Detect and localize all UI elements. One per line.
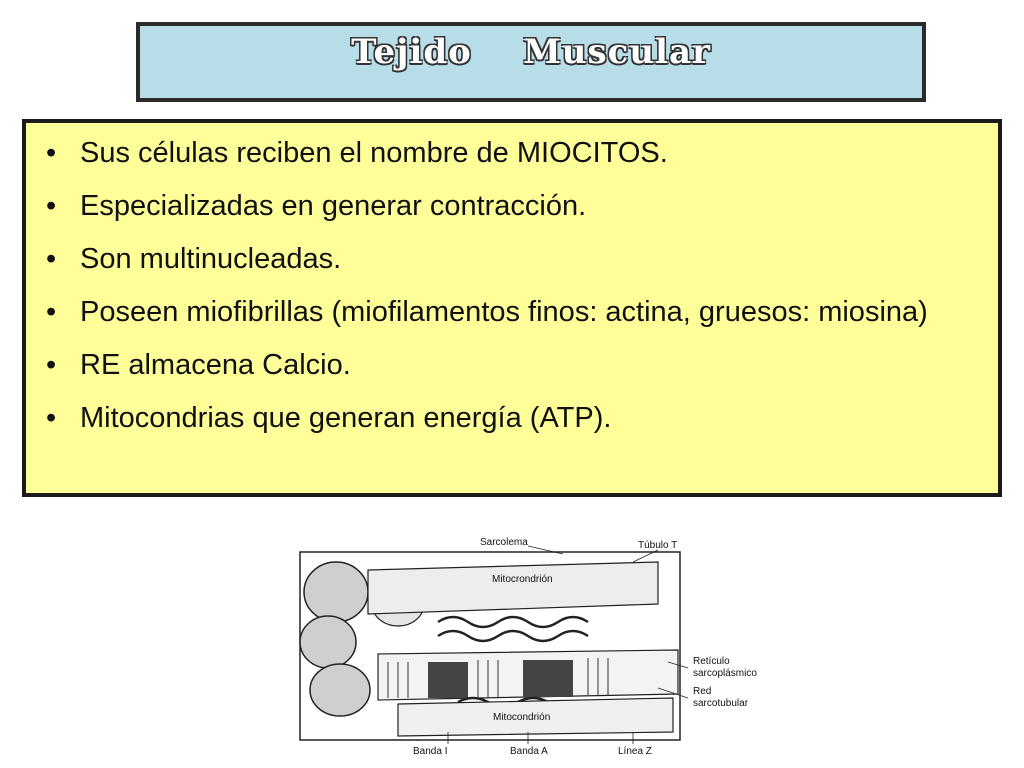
- bullet-list: [36, 135, 996, 453]
- label-reticulo-2: sarcoplásmico: [693, 668, 757, 679]
- bullet-item: • Especializadas en generar contracción.: [36, 188, 996, 225]
- bullet-item: • Mitocondrias que generan energía (ATP).: [36, 400, 996, 437]
- label-mitocondrion-top: Mitocrondrión: [492, 574, 553, 585]
- title-box: [136, 22, 926, 102]
- content-box: [22, 119, 1002, 497]
- label-red-1: Red: [693, 686, 712, 697]
- label-red-2: sarcotubular: [693, 698, 749, 709]
- label-tubulo-t: Túbulo T: [638, 540, 678, 551]
- label-linea-z: Línea Z: [618, 746, 652, 757]
- label-sarcolema: Sarcolema: [480, 537, 528, 548]
- bullet-item: • Sus células reciben el nombre de MIOCITOS.: [36, 135, 996, 172]
- label-reticulo-1: Retículo: [693, 656, 730, 667]
- muscle-fiber-illustration: [288, 522, 784, 768]
- slide-title: Tejido Muscular: [351, 32, 711, 72]
- bullet-item: • RE almacena Calcio.: [36, 347, 996, 384]
- bullet-item: • Poseen miofibrillas (miofilamentos finos: actina, gruesos: miosina): [36, 294, 996, 331]
- label-banda-i: Banda I: [413, 746, 448, 757]
- muscle-fiber-diagram: [288, 522, 784, 768]
- label-mitocondrion-bottom: Mitocondrión: [493, 712, 551, 723]
- bullet-item: • Son multinucleadas.: [36, 241, 996, 278]
- label-banda-a: Banda A: [510, 746, 548, 757]
